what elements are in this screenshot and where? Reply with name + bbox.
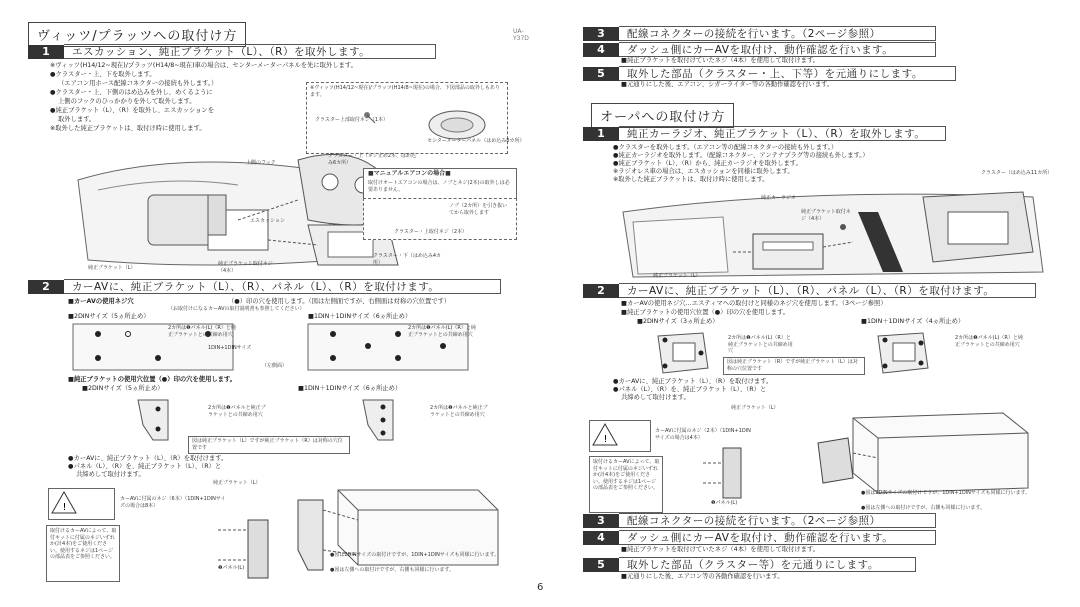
caution-icon — [49, 489, 79, 517]
step-title: 配線コネクターの接続を行います。（2ページ参照） — [619, 26, 936, 41]
panel-cofix-b: 2カ所は❶パネルと純正ブラケットとの共締め用穴 — [430, 405, 488, 418]
manual-ac-box — [363, 168, 517, 200]
step-1-header — [583, 126, 946, 141]
panel-cofix-a: 2カ所は❶パネルと純正ブラケットとの共締め用穴 — [208, 405, 266, 418]
label-knob: ノブ（2カ所）を引き抜いてから取外します — [449, 203, 508, 216]
bracket-position-line: ■純正ブラケットの使用穴位置（●）印の穴を使用します。 — [621, 309, 790, 316]
figure-note: 図は純正ブラケット（L）ですが純正ブラケット（R）は対称の穴位置です — [192, 438, 343, 451]
instruction-line: ※ヴィッツ(H14/12~現在)/プラッツ(H14/8~現在)車の場合は、センターメーターパネルを先に取外します。 — [50, 62, 357, 69]
instruction-line: ●クラスターを取外します。（エアコン等の配線コネクターの接続も外します。） — [613, 144, 838, 151]
side-code: UA-Y37D — [513, 28, 529, 42]
foot-note-2: ●図は左側への取付けですが、右側も同様に行います。 — [330, 567, 454, 573]
step-title: 取外した部品（クラスター等）を元通りにします。 — [619, 557, 916, 572]
bullet-line: 共締めして取付けます。 — [76, 471, 145, 478]
caution-box — [48, 488, 115, 520]
svg-text:!: ! — [603, 434, 608, 445]
step-number: 3 — [583, 27, 619, 41]
step-title: ダッシュ側にカーAVを取付け、動作確認を行います。 — [619, 42, 936, 57]
step-number: 1 — [583, 127, 619, 141]
step-5-header-bottom — [583, 557, 916, 572]
caution-box — [589, 420, 651, 452]
step-1-header — [28, 44, 436, 59]
svg-text:!: ! — [62, 502, 67, 513]
step-title: カーAVに、純正ブラケット（L）、（R）、パネル（L）、（R）を取付けます。 — [64, 279, 501, 294]
step-number: 4 — [583, 531, 619, 545]
instruction-line: ●純正ブラケット（L）、（R）から、純正カーラジオを取外します。 — [613, 160, 802, 167]
label-center-meter: センターメーターパネル（はめ込み8カ所） — [427, 138, 525, 144]
label-bracket-screws: 純正ブラケット取付ネジ（4本） — [218, 261, 273, 274]
kit-note: 取付けるカーAVによって、取付キットに付属のネジいずれか(計4本)をご使用ください。使用するネジは1ページの部品表をご参照ください。 — [50, 528, 117, 560]
kit-note-box — [589, 456, 663, 513]
instruction-line: （エアコン用ホース配線コネクターの接続も外します。） — [58, 80, 218, 87]
label-cluster: クラスター（はめ込み11カ所） — [981, 170, 1053, 176]
manual-ac-text: 取付けオートエアコンの場合は、ノブとネジ(2本)の取外しは必要ありません。 — [368, 180, 510, 193]
manual-ac-title: ■マニュアルエアコンの場合■ — [368, 170, 451, 177]
instruction-line: 取外します。 — [58, 116, 96, 123]
label-cluster-screws: クラスター・上取付ネジ（2本） — [394, 229, 468, 235]
panel-l-label: ❶パネル(L) — [711, 500, 738, 506]
step-number: 2 — [583, 284, 619, 298]
step-4-header — [583, 42, 936, 57]
label-escutcheon: エスカッション — [250, 218, 285, 224]
bracket-position-title: ■純正ブラケットの使用穴位置（●）印の穴を使用します。 — [68, 376, 237, 383]
step-number: 5 — [583, 67, 619, 81]
instruction-line: ●純正カーラジオを取外します。（配線コネクター、アンテナプラグ等の接続も外します。） — [613, 152, 869, 159]
label-cluster-top: クラスター・上（ネジ止め2本、はめ込み6カ所） — [328, 153, 417, 166]
din11-size: ■1DIN＋1DINサイズ（4ヵ所止め） — [861, 318, 965, 325]
note-box-text: ※ヴィッツ(H14/12~現在)/プラッツ(H14/8~現在)の場合、下図部品の取外しもあります。 — [310, 85, 500, 98]
figure-note-box — [723, 357, 865, 375]
step-number: 5 — [583, 558, 619, 572]
section-title-vitz: ヴィッツ/プラッツへの取付け方 — [28, 22, 246, 47]
two-holes-note-a: 2カ所は❶パネル(L)（R）と純正ブラケットとの共締め用穴 — [168, 325, 236, 338]
bullet-line: 共締めして取付けます。 — [621, 394, 690, 401]
din11-size-b: ■1DIN＋1DINサイズ（6ヵ所止め） — [298, 385, 402, 392]
label-cluster-screw: クラスター上部取付ネジ（1本） — [315, 117, 389, 123]
screw-hole-note: （●）印の穴を使用します。（図は左側面ですが、右側面は対称の穴位置です） — [228, 298, 451, 305]
kit-note-box — [46, 525, 120, 582]
two-holes-note-b: 2カ所は❶パネル(L)（R）と純正ブラケットとの共締め用穴 — [408, 325, 476, 338]
step-5-sub: ■元通りにした後、エアコン、シガーライター等の各動作確認を行います。 — [621, 81, 834, 88]
step-title: 配線コネクターの接続を行います。（2ページ参照） — [619, 513, 936, 528]
din2-size: ■2DINサイズ（3ヵ所止め） — [637, 318, 719, 325]
label-bracket-l: 純正ブラケット（L） — [731, 405, 779, 411]
instruction-line: ※ラジオレス車の場合は、エスカッションを同様に取外します。 — [613, 168, 794, 175]
bullet-line: ●カーAVに、純正ブラケット（L）、（R）を取付けます。 — [68, 455, 228, 462]
screw-hole-line: ■カーAVの使用ネジ穴…エスティマへの取付けと同様のネジ穴を使用します。（3ページ参照） — [621, 300, 887, 307]
panel-l-label: ❶パネル(L) — [218, 565, 245, 571]
page-number: 6 — [537, 582, 544, 593]
step-2-header — [583, 283, 1036, 298]
kit-note: 取付けるカーAVによって、取付キットに付属のネジいずれか(計4本)をご使用ください。使用するネジは1ページの部品表をご参照ください。 — [593, 459, 660, 491]
step-4-header-bottom — [583, 530, 936, 545]
step-4-sub: ■純正ブラケットを取付けていたネジ（4本）を使用して取付けます。 — [621, 57, 820, 64]
knob-detail-box — [363, 198, 517, 240]
screw-hole-sub: （お取付けになるカーAVの取付説明書も参照してください） — [168, 306, 305, 312]
step-title: 純正カーラジオ、純正ブラケット（L）、（R）を取外します。 — [619, 126, 946, 141]
label-bracket-l: 純正ブラケット（L） — [213, 480, 261, 486]
step-number: 1 — [28, 45, 64, 59]
din2-size-b: ■2DINサイズ（5ヵ所止め） — [82, 385, 164, 392]
step-title: ダッシュ側にカーAVを取付け、動作確認を行います。 — [619, 530, 936, 545]
step-5-sub: ■元通りにした後、エアコン等の各動作確認を行います。 — [621, 573, 784, 580]
step-number: 2 — [28, 280, 64, 294]
bullet-line: ●パネル（L）、（R）を、純正ブラケット（L）、（R）と — [613, 386, 767, 393]
cofix-a: 2カ所は❶パネル(L)（R）と純正ブラケットとの共締め用穴 — [728, 335, 793, 354]
step-number: 3 — [583, 514, 619, 528]
foot-note-1: ●図は2DINサイズの取付けですが、1DIN+1DINサイズも同様に行います。 — [330, 552, 500, 558]
step-number: 4 — [583, 43, 619, 57]
step-2-header — [28, 279, 501, 294]
foot-note-1: ●図は2DINサイズの取付けですが、1DIN+1DINサイズも同様に行います。 — [861, 490, 1031, 496]
step-3-header-bottom — [583, 513, 936, 528]
din2-size: ■2DINサイズ（5ヵ所止め） — [68, 313, 150, 320]
step-title: カーAVに、純正ブラケット（L）、（R）、パネル（L）、（R）を取付けます。 — [619, 283, 1036, 298]
screw-hole-title: ■カーAVの使用ネジ穴 — [68, 298, 134, 305]
instruction-line: ●純正ブラケット（L）、（R）を取外し、エスカッションを — [50, 107, 214, 114]
left-side-label: （左側面） — [262, 363, 288, 369]
bullet-line: ●カーAVに、純正ブラケット（L）、（R）を取付けます。 — [613, 378, 773, 385]
instruction-line: ※取外した純正ブラケットは、取付け時に使用します。 — [613, 176, 769, 183]
bullet-line: ●パネル（L）、（R）を、純正ブラケット（L）、（R）と — [68, 463, 222, 470]
din11-size: ■1DIN＋1DINサイズ（6ヵ所止め） — [308, 313, 412, 320]
label-cluster-bottom: クラスター・下（はめ込み4カ所） — [373, 253, 442, 266]
step-title: エスカッション、純正ブラケット（L）、（R）を取外します。 — [64, 44, 436, 59]
step-4-sub: ■純正ブラケットを取付けていたネジ（4本）を使用して取付けます。 — [621, 546, 820, 553]
step-3-header — [583, 26, 936, 41]
din-label: 1DIN+1DINサイズ — [208, 345, 252, 351]
label-upper-hook: 上側のフック — [246, 160, 276, 166]
figure-note: 図は純正ブラケット（R）ですが純正ブラケット（L）は対称の穴位置です — [727, 359, 858, 372]
bracket-mount-figure — [178, 470, 528, 580]
section-title-opa: オーパへの取付け方 — [591, 103, 734, 128]
caution-screws: カーAVに付属のネジ（6本）（1DIN+1DINサイズの場合は8本） — [120, 496, 226, 509]
figure-note-box — [188, 436, 350, 454]
instruction-line: ●クラスター・上、下を取外します。 — [50, 71, 156, 78]
caution-icon — [590, 421, 620, 449]
cofix-b: 2カ所は❶パネル(L)（R）と純正ブラケットとの共締め用穴 — [955, 335, 1023, 348]
instruction-line: ●クラスター・上、下側のはめ込みを外し、めくるように — [50, 89, 213, 96]
step-title: 取外した部品（クラスター・上、下等）を元通りにします。 — [619, 66, 956, 81]
caution-screws: カーAVに付属のネジ（2本）（1DIN+1DINサイズの場合は4本） — [655, 428, 751, 441]
foot-note-2: ●図は左側への取付けですが、右側も同様に行います。 — [861, 505, 985, 511]
label-radio: 純正カーラジオ — [761, 195, 797, 201]
label-bracket-l: 純正ブラケット（L） — [653, 273, 701, 279]
opa-dash-figure — [603, 182, 1053, 282]
instruction-line: 上側のフックのひっかかりを外して取外します。 — [58, 98, 196, 105]
step-5-header — [583, 66, 956, 81]
label-screws: 純正ブラケット取付ネジ（4本） — [801, 209, 851, 222]
instruction-line: ※取外した純正ブラケットは、取付け時に使用します。 — [50, 125, 206, 132]
label-bracket-l: 純正ブラケット（L） — [88, 265, 136, 271]
